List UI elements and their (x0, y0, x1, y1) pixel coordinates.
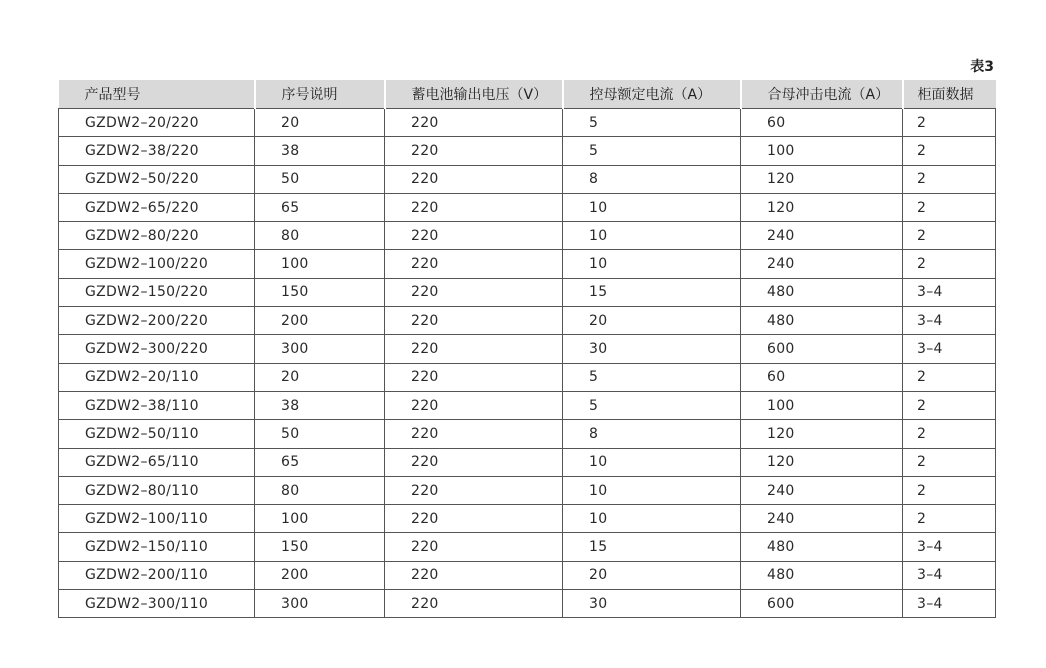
header-serial: 序号说明 (255, 80, 385, 109)
cell-model: GZDW2–100/110 (59, 505, 255, 533)
cell-control-bus-current: 10 (563, 448, 741, 476)
cell-control-bus-current: 5 (563, 109, 741, 137)
table-row (59, 278, 996, 306)
table-header-row (59, 80, 996, 109)
table-row (59, 391, 996, 419)
cell-model: GZDW2–150/220 (59, 278, 255, 306)
cell-model: GZDW2–50/110 (59, 420, 255, 448)
header-model: 产品型号 (59, 80, 255, 109)
cell-control-bus-current: 20 (563, 307, 741, 335)
cell-control-bus-current: 15 (563, 533, 741, 561)
table-row (59, 250, 996, 278)
cell-closing-bus-current: 100 (741, 137, 903, 165)
cell-model: GZDW2–38/110 (59, 391, 255, 419)
cell-panel-data: 3–4 (903, 307, 996, 335)
cell-model: GZDW2–300/220 (59, 335, 255, 363)
cell-model: GZDW2–65/110 (59, 448, 255, 476)
cell-panel-data: 2 (903, 165, 996, 193)
cell-control-bus-current: 5 (563, 391, 741, 419)
cell-battery-voltage: 220 (385, 193, 563, 221)
cell-control-bus-current: 30 (563, 335, 741, 363)
table-row (59, 109, 996, 137)
cell-closing-bus-current: 120 (741, 165, 903, 193)
cell-battery-voltage: 220 (385, 561, 563, 589)
header-control-bus-current: 控母额定电流（A） (563, 80, 741, 109)
cell-closing-bus-current: 240 (741, 250, 903, 278)
cell-battery-voltage: 220 (385, 165, 563, 193)
cell-model: GZDW2–200/220 (59, 307, 255, 335)
cell-closing-bus-current: 120 (741, 193, 903, 221)
spec-table (58, 80, 996, 618)
header-battery-voltage: 蓄电池输出电压（V） (385, 80, 563, 109)
cell-closing-bus-current: 100 (741, 391, 903, 419)
cell-closing-bus-current: 600 (741, 590, 903, 618)
cell-model: GZDW2–38/220 (59, 137, 255, 165)
cell-panel-data: 3–4 (903, 561, 996, 589)
cell-closing-bus-current: 120 (741, 448, 903, 476)
table-body (59, 109, 996, 618)
cell-serial: 38 (255, 391, 385, 419)
cell-serial: 150 (255, 278, 385, 306)
cell-serial: 50 (255, 420, 385, 448)
cell-panel-data: 3–4 (903, 278, 996, 306)
cell-serial: 65 (255, 193, 385, 221)
table-row (59, 165, 996, 193)
cell-model: GZDW2–80/220 (59, 222, 255, 250)
cell-model: GZDW2–80/110 (59, 476, 255, 504)
cell-control-bus-current: 15 (563, 278, 741, 306)
cell-serial: 300 (255, 590, 385, 618)
cell-control-bus-current: 8 (563, 165, 741, 193)
cell-closing-bus-current: 480 (741, 533, 903, 561)
cell-battery-voltage: 220 (385, 278, 563, 306)
table-row (59, 363, 996, 391)
cell-battery-voltage: 220 (385, 590, 563, 618)
cell-panel-data: 2 (903, 222, 996, 250)
cell-panel-data: 2 (903, 250, 996, 278)
table-row (59, 505, 996, 533)
cell-serial: 65 (255, 448, 385, 476)
cell-panel-data: 2 (903, 505, 996, 533)
table-row (59, 533, 996, 561)
cell-battery-voltage: 220 (385, 420, 563, 448)
cell-panel-data: 2 (903, 193, 996, 221)
cell-panel-data: 3–4 (903, 335, 996, 363)
cell-panel-data: 2 (903, 391, 996, 419)
cell-battery-voltage: 220 (385, 363, 563, 391)
cell-model: GZDW2–300/110 (59, 590, 255, 618)
cell-panel-data: 2 (903, 137, 996, 165)
cell-model: GZDW2–20/110 (59, 363, 255, 391)
table-row (59, 307, 996, 335)
cell-model: GZDW2–100/220 (59, 250, 255, 278)
table-row (59, 335, 996, 363)
cell-model: GZDW2–50/220 (59, 165, 255, 193)
cell-serial: 80 (255, 476, 385, 504)
table-row (59, 193, 996, 221)
cell-panel-data: 2 (903, 448, 996, 476)
cell-model: GZDW2–200/110 (59, 561, 255, 589)
cell-serial: 100 (255, 505, 385, 533)
cell-control-bus-current: 5 (563, 137, 741, 165)
cell-panel-data: 2 (903, 363, 996, 391)
cell-battery-voltage: 220 (385, 222, 563, 250)
cell-control-bus-current: 10 (563, 250, 741, 278)
cell-serial: 20 (255, 363, 385, 391)
cell-battery-voltage: 220 (385, 335, 563, 363)
cell-battery-voltage: 220 (385, 505, 563, 533)
table-row (59, 561, 996, 589)
cell-serial: 200 (255, 561, 385, 589)
cell-control-bus-current: 8 (563, 420, 741, 448)
cell-serial: 100 (255, 250, 385, 278)
cell-battery-voltage: 220 (385, 448, 563, 476)
cell-control-bus-current: 10 (563, 222, 741, 250)
table-row (59, 476, 996, 504)
cell-battery-voltage: 220 (385, 250, 563, 278)
table-row (59, 448, 996, 476)
table-row (59, 590, 996, 618)
cell-model: GZDW2–150/110 (59, 533, 255, 561)
cell-closing-bus-current: 240 (741, 222, 903, 250)
cell-closing-bus-current: 60 (741, 109, 903, 137)
header-closing-bus-current: 合母冲击电流（A） (741, 80, 903, 109)
cell-closing-bus-current: 240 (741, 505, 903, 533)
cell-control-bus-current: 10 (563, 193, 741, 221)
table-caption: 表3 (970, 59, 994, 75)
cell-closing-bus-current: 480 (741, 307, 903, 335)
cell-control-bus-current: 30 (563, 590, 741, 618)
cell-battery-voltage: 220 (385, 307, 563, 335)
cell-closing-bus-current: 60 (741, 363, 903, 391)
cell-battery-voltage: 220 (385, 476, 563, 504)
cell-panel-data: 2 (903, 109, 996, 137)
cell-panel-data: 3–4 (903, 533, 996, 561)
header-panel-data: 柜面数据 (903, 80, 996, 109)
cell-closing-bus-current: 240 (741, 476, 903, 504)
cell-control-bus-current: 20 (563, 561, 741, 589)
cell-closing-bus-current: 480 (741, 278, 903, 306)
cell-closing-bus-current: 600 (741, 335, 903, 363)
cell-model: GZDW2–20/220 (59, 109, 255, 137)
cell-battery-voltage: 220 (385, 533, 563, 561)
cell-serial: 300 (255, 335, 385, 363)
cell-battery-voltage: 220 (385, 109, 563, 137)
cell-panel-data: 3–4 (903, 590, 996, 618)
cell-closing-bus-current: 120 (741, 420, 903, 448)
cell-serial: 38 (255, 137, 385, 165)
cell-panel-data: 2 (903, 476, 996, 504)
cell-serial: 150 (255, 533, 385, 561)
cell-serial: 20 (255, 109, 385, 137)
cell-serial: 50 (255, 165, 385, 193)
cell-serial: 200 (255, 307, 385, 335)
cell-battery-voltage: 220 (385, 391, 563, 419)
cell-serial: 80 (255, 222, 385, 250)
table-row (59, 420, 996, 448)
cell-panel-data: 2 (903, 420, 996, 448)
cell-control-bus-current: 10 (563, 505, 741, 533)
cell-closing-bus-current: 480 (741, 561, 903, 589)
table-row (59, 222, 996, 250)
cell-battery-voltage: 220 (385, 137, 563, 165)
cell-control-bus-current: 10 (563, 476, 741, 504)
table-row (59, 137, 996, 165)
cell-control-bus-current: 5 (563, 363, 741, 391)
cell-model: GZDW2–65/220 (59, 193, 255, 221)
